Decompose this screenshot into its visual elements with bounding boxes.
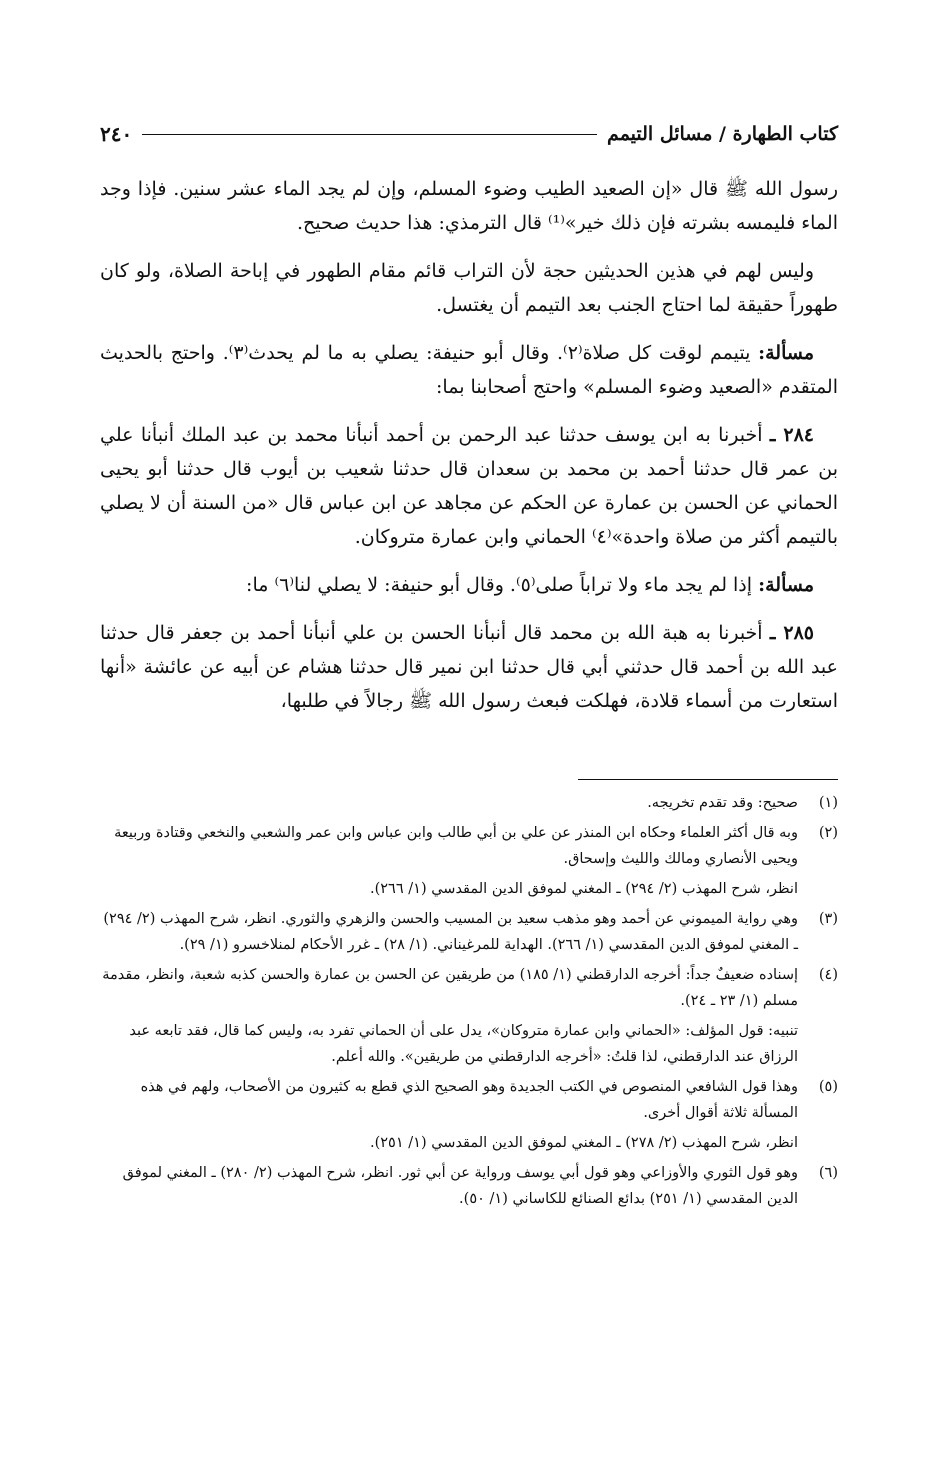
hadith-number: ٢٨٤ ـ: [769, 424, 814, 446]
footnote-number: (١): [818, 795, 838, 811]
issue-text: يتيمم لوقت كل صلاة⁽٢⁾. وقال أبو حنيفة: يصلي به ما لم يحدث⁽٣⁾. واحتج بالحديث المتقدم «الصعيد وضوء المسلم» واحتج أصحابنا بما:: [100, 342, 838, 398]
footnote-note: تنبيه: قول المؤلف: «الحماني وابن عمارة متروكان»، يدل على أن الحماني تفرد به، وليس كما قال، فقد تابعه عبد الرزاق عند الدارقطني، لذا قلتُ: «أخرجه الدارقطني من طريقين». والله أعلم.: [129, 1023, 798, 1065]
page-header: [100, 118, 838, 150]
footnote-text: وهو قول الثوري والأوزاعي وهو قول أبي يوسف ورواية عن أبي ثور. انظر، شرح المهذب (٢/ ٢٨٠) ـ المغني لموفق الدين المقدسي (١/ ٢٥١) بدائع الصنائع للكاساني (١/ ٥٠).: [122, 1165, 798, 1207]
paragraph-hadith-end: رسول الله ﷺ قال «إن الصعيد الطيب وضوء المسلم، وإن لم يجد الماء عشر سنين. فإذا وجد الماء فليمسه بشرته فإن ذلك خير»⁽¹⁾ قال الترمذي: هذا حديث صحيح.: [100, 178, 838, 234]
footnote-number: (٦): [818, 1165, 838, 1181]
footnote-separator: [578, 779, 838, 780]
page-number: ٢٤٠: [100, 122, 133, 146]
footnote-6: [100, 1160, 838, 1216]
header-rule: [142, 134, 597, 135]
paragraph-issue-1: [100, 336, 838, 404]
footnote-4: [100, 962, 838, 1074]
footnote-1: [100, 790, 838, 820]
footnote-reference: انظر، شرح المهذب (٢/ ٢٧٨) ـ المغني لموفق الدين المقدسي (١/ ٢٥١).: [369, 1135, 798, 1151]
issue-label: مسألة:: [758, 342, 815, 364]
footnote-number: (٤): [818, 967, 838, 983]
footnote-text: وهي رواية الميموني عن أحمد وهو مذهب سعيد بن المسيب والحسن والزهري والثوري. انظر، شرح المهذب (٢/ ٢٩٤) ـ المغني لموفق الدين المقدسي (١/ ٢٦٦). الهداية للمرغيناني. (١/ ٢٨) ـ غرر الأحكام لمنلاخسرو (١/ ٢٩).: [103, 911, 798, 953]
paragraph-hadith-284: [100, 418, 838, 554]
footnote-number: (٢): [818, 825, 838, 841]
paragraph-argument: وليس لهم في هذين الحديثين حجة لأن التراب قائم مقام الطهور في إباحة الصلاة، ولو كان طهوراً حقيقة لما احتاج الجنب بعد التيمم أن يغتسل.: [100, 260, 838, 316]
footnote-text: وهذا قول الشافعي المنصوص في الكتب الجديدة وهو الصحيح الذي قطع به كثيرون من الأصحاب، ولهم في هذه المسألة ثلاثة أقوال أخرى.: [140, 1079, 798, 1121]
hadith-text: أخبرنا به هبة الله بن محمد قال أنبأنا الحسن بن علي أنبأنا أحمد بن جعفر قال حدثنا عبد الله بن أحمد قال حدثني أبي قال حدثنا ابن نمير قال حدثنا هشام عن أبيه عن عائشة «أنها استعارت من أسماء قلادة، فهلكت فبعث رسول الله ﷺ رجالاً في طلبها،: [100, 622, 838, 712]
issue-label: مسألة:: [758, 574, 814, 596]
running-title: كتاب الطهارة / مسائل التيمم: [607, 123, 838, 145]
footnote-5: [100, 1074, 838, 1160]
footnote-reference: انظر، شرح المهذب (٢/ ٢٩٤) ـ المغني لموفق الدين المقدسي (١/ ٢٦٦).: [369, 881, 798, 897]
footnote-text: إسناده ضعيفٌ جداً: أخرجه الدارقطني (١/ ١٨٥) من طريقين عن الحسن بن عمارة والحسن كذبه شعبة، وانظر، مقدمة مسلم (١/ ٢٣ ـ ٢٤).: [102, 967, 798, 1009]
footnote-number: (٥): [818, 1079, 838, 1095]
paragraph-hadith-285: [100, 616, 838, 718]
footnote-text: وبه قال أكثر العلماء وحكاه ابن المنذر عن علي بن أبي طالب وابن عباس وابن عمر والشعبي والنخعي وقتادة وربيعة ويحيى الأنصاري ومالك والليث وإسحاق.: [114, 825, 798, 867]
issue-text: إذا لم يجد ماء ولا تراباً صلى⁽٥⁾. وقال أبو حنيفة: لا يصلي لنا⁽٦⁾ ما:: [246, 574, 759, 596]
footnotes: [100, 790, 838, 1216]
footnote-3: [100, 906, 838, 962]
hadith-text: أخبرنا به ابن يوسف حدثنا عبد الرحمن بن أحمد أنبأنا محمد بن عبد الملك أنبأنا علي بن عمر قال حدثنا أحمد بن محمد بن سعدان قال حدثنا شعيب بن أيوب قال حدثنا أبو يحيى الحماني عن الحسن بن عمارة عن الحكم عن مجاهد عن ابن عباس قال «من السنة أن لا يصلي بالتيمم أكثر من صلاة واحدة»⁽٤⁾ الحماني وابن عمارة متروكان.: [100, 424, 838, 548]
paragraph-issue-2: [100, 568, 838, 602]
footnote-text: صحيح: وقد تقدم تخريجه.: [647, 795, 798, 811]
hadith-number: ٢٨٥ ـ: [769, 622, 814, 644]
footnote-2: [100, 820, 838, 906]
footnote-number: (٣): [818, 911, 838, 927]
main-text: [100, 172, 838, 732]
